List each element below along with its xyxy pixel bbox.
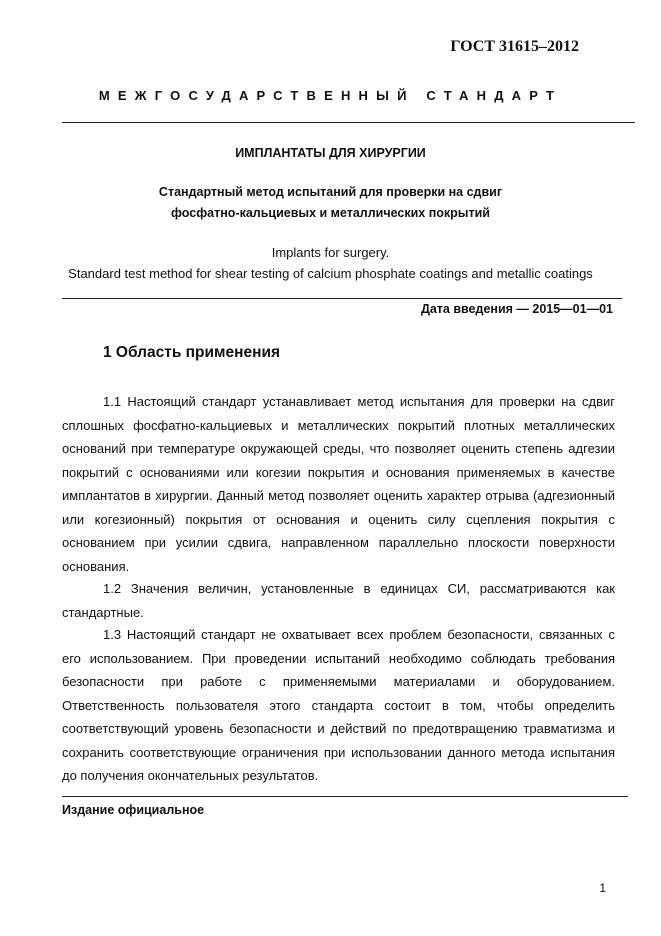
paragraph-1-3: 1.3 Настоящий стандарт не охватывает всех проблем безопасности, связанных с его использованием. При проведении испытаний необходимо соблюдать требования безопасности при работе с применяемыми материалами и оборудованием. Ответственность пользователя этого стандарта состоит в том, чтобы определить соответствующий уровень безопасности и действий по предотвращению травматизма и сохранить соответствующие ограничения при использовании данного метода испытания до получения окончательных результатов.	[62, 627, 615, 783]
title-divider	[62, 298, 622, 299]
official-edition-label: Издание официальное	[62, 803, 205, 817]
english-title-line-2: Standard test method for shear testing of calcium phosphate coatings and metallic coatings	[68, 266, 593, 281]
subtitle-line-2: фосфатно-кальциевых и металлических покрытий	[171, 206, 490, 220]
standard-code: ГОСТ 31615–2012	[450, 38, 579, 55]
header-divider	[62, 122, 635, 123]
document-title: ИМПЛАНТАТЫ ДЛЯ ХИРУРГИИ	[235, 146, 426, 160]
paragraph-1-1: 1.1 Настоящий стандарт устанавливает метод испытания для проверки на сдвиг сплошных фосфатно-кальциевых и металлических покрытий плотных металлических оснований при температуре окружающей среды, что позволяет оценить степень адгезии покрытий с основаниями или когезии покрытия и основания применяемых в качестве имплантатов в хирургии. Данный метод позволяет оценить характер отрыва (адгезионный или когезионный) покрытия от основания и оценить силу сцепления покрытия с основанием при усилии сдвига, направленном параллельно плоскости поверхности основания.	[62, 394, 615, 574]
subtitle-line-1: Стандартный метод испытаний для проверки на сдвиг	[158, 185, 503, 199]
document-subtitle	[0, 182, 661, 224]
footer-divider	[62, 796, 628, 797]
introduction-date: Дата введения — 2015—01—01	[420, 302, 613, 316]
page-number: 1	[599, 881, 606, 895]
standard-type: МЕЖГОСУДАРСТВЕННЫЙ СТАНДАРТ	[98, 88, 563, 103]
english-title-line-1: Implants for surgery.	[271, 245, 390, 260]
english-title	[0, 242, 661, 284]
paragraph-1-2: 1.2 Значения величин, установленные в единицах СИ, рассматриваются как стандартные.	[62, 581, 615, 620]
section-heading: 1 Область применения	[103, 344, 281, 361]
